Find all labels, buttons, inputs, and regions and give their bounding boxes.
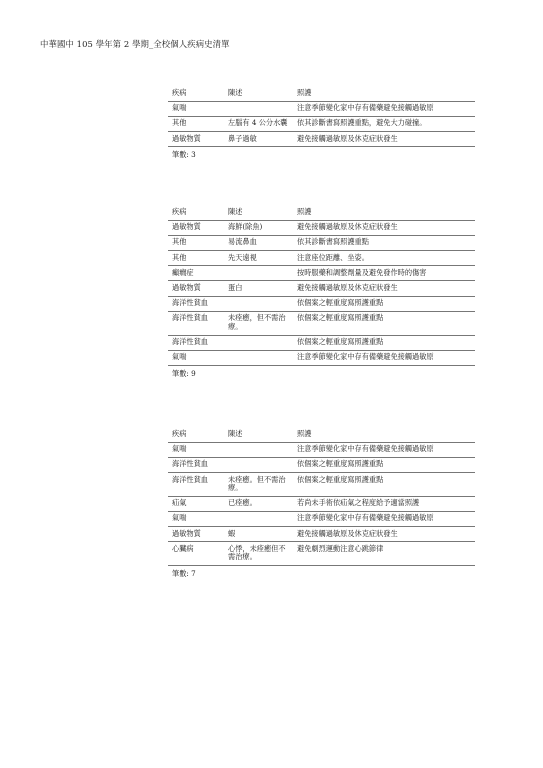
header-care: 照護 [293,87,475,101]
record-count: 筆數: 9 [172,368,196,378]
disease-table [168,87,475,147]
cell-description: 海鮮(除魚) [224,220,293,235]
cell-care: 注意座位距離、坐姿。 [293,251,475,266]
table-row [168,311,475,335]
cell-description: 鼻子過敏 [224,132,293,147]
cell-disease: 海洋性貧血 [168,335,224,350]
cell-disease: 過敏物質 [168,220,224,235]
cell-disease: 過敏物質 [168,132,224,147]
table-row [168,442,475,457]
table-row [168,101,475,116]
record-count: 筆數: 7 [172,569,196,579]
cell-description: 心悸，未痊癒但不需治療。 [224,542,293,566]
cell-care: 依個案之輕重度寫照護重點 [293,457,475,472]
table-row [168,335,475,350]
record-count: 筆數: 3 [172,150,196,160]
cell-disease: 氣喘 [168,101,224,116]
table-row [168,350,475,365]
cell-disease: 海洋性貧血 [168,311,224,335]
header-disease: 疾病 [168,206,224,220]
cell-description [224,512,293,527]
table-row [168,512,475,527]
table-row [168,235,475,250]
cell-disease: 海洋性貧血 [168,296,224,311]
cell-description [224,350,293,365]
cell-disease: 過敏物質 [168,281,224,296]
header-care: 照護 [293,206,475,220]
cell-care: 避免接觸過敏原及休克症狀發生 [293,220,475,235]
table-row [168,132,475,147]
cell-care: 注意季節變化家中存有備藥避免接觸過敏原 [293,350,475,365]
disease-section-3 [168,428,475,579]
header-description: 陳述 [224,87,293,101]
cell-description: 左腦有 4 公分水囊 [224,116,293,131]
cell-care: 避免接觸過敏原及休克症狀發生 [293,527,475,542]
table-row [168,266,475,281]
table-row [168,251,475,266]
cell-care: 避免接觸過敏原及休克症狀發生 [293,281,475,296]
cell-care: 依個案之輕重度寫照護重點 [293,335,475,350]
cell-description: 先天遠視 [224,251,293,266]
table-row [168,281,475,296]
header-description: 陳述 [224,428,293,442]
table-row [168,116,475,131]
cell-description [224,442,293,457]
cell-disease: 癲癇症 [168,266,224,281]
table-header-row [168,87,475,101]
header-disease: 疾病 [168,87,224,101]
cell-disease: 其他 [168,116,224,131]
cell-description [224,457,293,472]
cell-disease: 過敏物質 [168,527,224,542]
table-row [168,473,475,497]
cell-care: 避免劇烈運動注意心跳節律 [293,542,475,566]
header-disease: 疾病 [168,428,224,442]
cell-disease: 海洋性貧血 [168,473,224,497]
document-title: 中華國中 105 學年第 2 學期_全校個人疾病史清單 [40,39,230,49]
cell-disease: 其他 [168,235,224,250]
cell-care: 依其診斷書寫照護重點 [293,235,475,250]
disease-section-2 [168,206,475,379]
cell-care: 依個案之輕重度寫照護重點 [293,296,475,311]
cell-disease: 海洋性貧血 [168,457,224,472]
table-header-row [168,428,475,442]
table-row [168,220,475,235]
cell-description: 未痊癒，但不需治療。 [224,311,293,335]
cell-description: 已痊癒。 [224,496,293,511]
cell-disease: 氣喘 [168,442,224,457]
cell-disease: 氣喘 [168,350,224,365]
cell-disease: 其他 [168,251,224,266]
cell-disease: 氣喘 [168,512,224,527]
disease-table [168,206,475,366]
cell-care: 避免接觸過敏原及休克症狀發生 [293,132,475,147]
cell-care: 注意季節變化家中存有備藥避免接觸過敏原 [293,512,475,527]
cell-description: 蝦 [224,527,293,542]
cell-disease: 疝氣 [168,496,224,511]
disease-section-1 [168,87,475,160]
cell-care: 若尚未手術依疝氣之程度給予適當照護 [293,496,475,511]
table-row [168,496,475,511]
header-care: 照護 [293,428,475,442]
cell-care: 依其診斷書寫照護重點，避免大力碰撞。 [293,116,475,131]
cell-description: 蛋白 [224,281,293,296]
cell-description [224,296,293,311]
table-row [168,457,475,472]
cell-care: 依個案之輕重度寫照護重點 [293,473,475,497]
cell-care: 依個案之輕重度寫照護重點 [293,311,475,335]
cell-disease: 心臟病 [168,542,224,566]
table-header-row [168,206,475,220]
header-description: 陳述 [224,206,293,220]
disease-table [168,428,475,566]
table-row [168,542,475,566]
cell-care: 注意季節變化家中存有備藥避免接觸過敏原 [293,442,475,457]
cell-description: 未痊癒。但不需治療。 [224,473,293,497]
cell-description: 易流鼻血 [224,235,293,250]
cell-description [224,335,293,350]
cell-description [224,101,293,116]
cell-care: 注意季節變化家中存有備藥避免接觸過敏原 [293,101,475,116]
cell-care: 按時服藥和調整劑量及避免發作時的傷害 [293,266,475,281]
cell-description [224,266,293,281]
table-row [168,527,475,542]
table-row [168,296,475,311]
